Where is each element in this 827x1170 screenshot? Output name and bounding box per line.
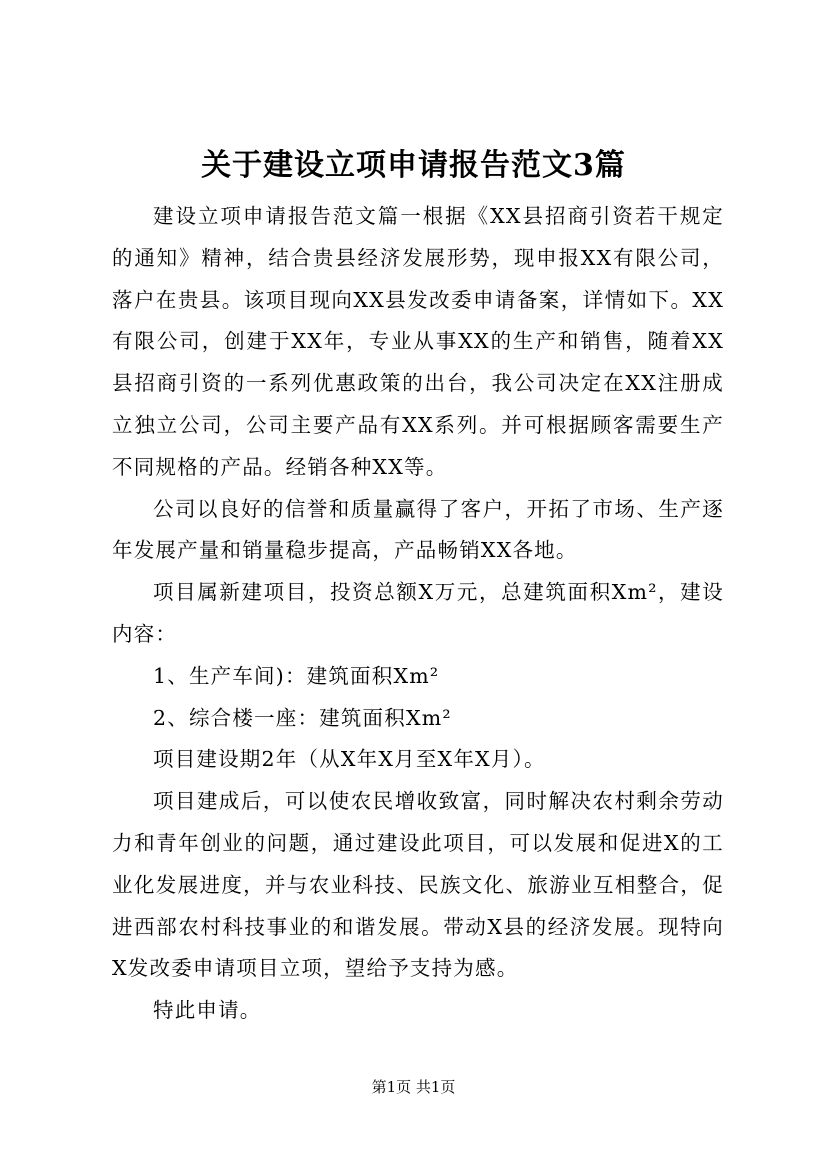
paragraph: 项目属新建项目，投资总额X万元，总建筑面积Xm²，建设内容：	[112, 580, 724, 646]
paragraph: 建设立项申请报告范文篇一根据《XX县招商引资若干规定的通知》精神，结合贵县经济发展形势，现申报XX有限公司，落户在贵县。该项目现向XX县发改委申请备案，详情如下。XX有限公司，创建于XX年，专业从事XX的生产和销售，随着XX县招商引资的一系列优惠政策的出台，我公司决定在XX注册成立独立公司，公司主要产品有XX系列。并可根据顾客需要生产不同规格的产品。经销各种XX等。	[112, 204, 724, 479]
document-title: 关于建设立项申请报告范文3篇	[201, 148, 626, 183]
page-footer: 第1页 共1页	[371, 1078, 456, 1096]
paragraph: 1、生产车间)：建筑面积Xm²	[153, 663, 440, 688]
paragraph: 特此申请。	[153, 998, 262, 1023]
document-body	[112, 196, 724, 1032]
paragraph: 公司以良好的信誉和质量赢得了客户，开拓了市场、生产逐年发展产量和销量稳步提高，产品畅销XX各地。	[112, 496, 724, 563]
paragraph: 2、综合楼一座：建筑面积Xm²	[153, 705, 452, 730]
paragraph: 项目建成后，可以使农民增收致富，同时解决农村剩余劳动力和青年创业的问题，通过建设此项目，可以发展和促进X的工业化发展进度，并与农业科技、民族文化、旅游业互相整合，促进西部农村科技事业的和谐发展。带动X县的经济发展。现特向X发改委申请项目立项，望给予支持为感。	[112, 789, 724, 981]
paragraph: 项目建设期2年（从X年X月至X年X月）。	[153, 747, 546, 772]
